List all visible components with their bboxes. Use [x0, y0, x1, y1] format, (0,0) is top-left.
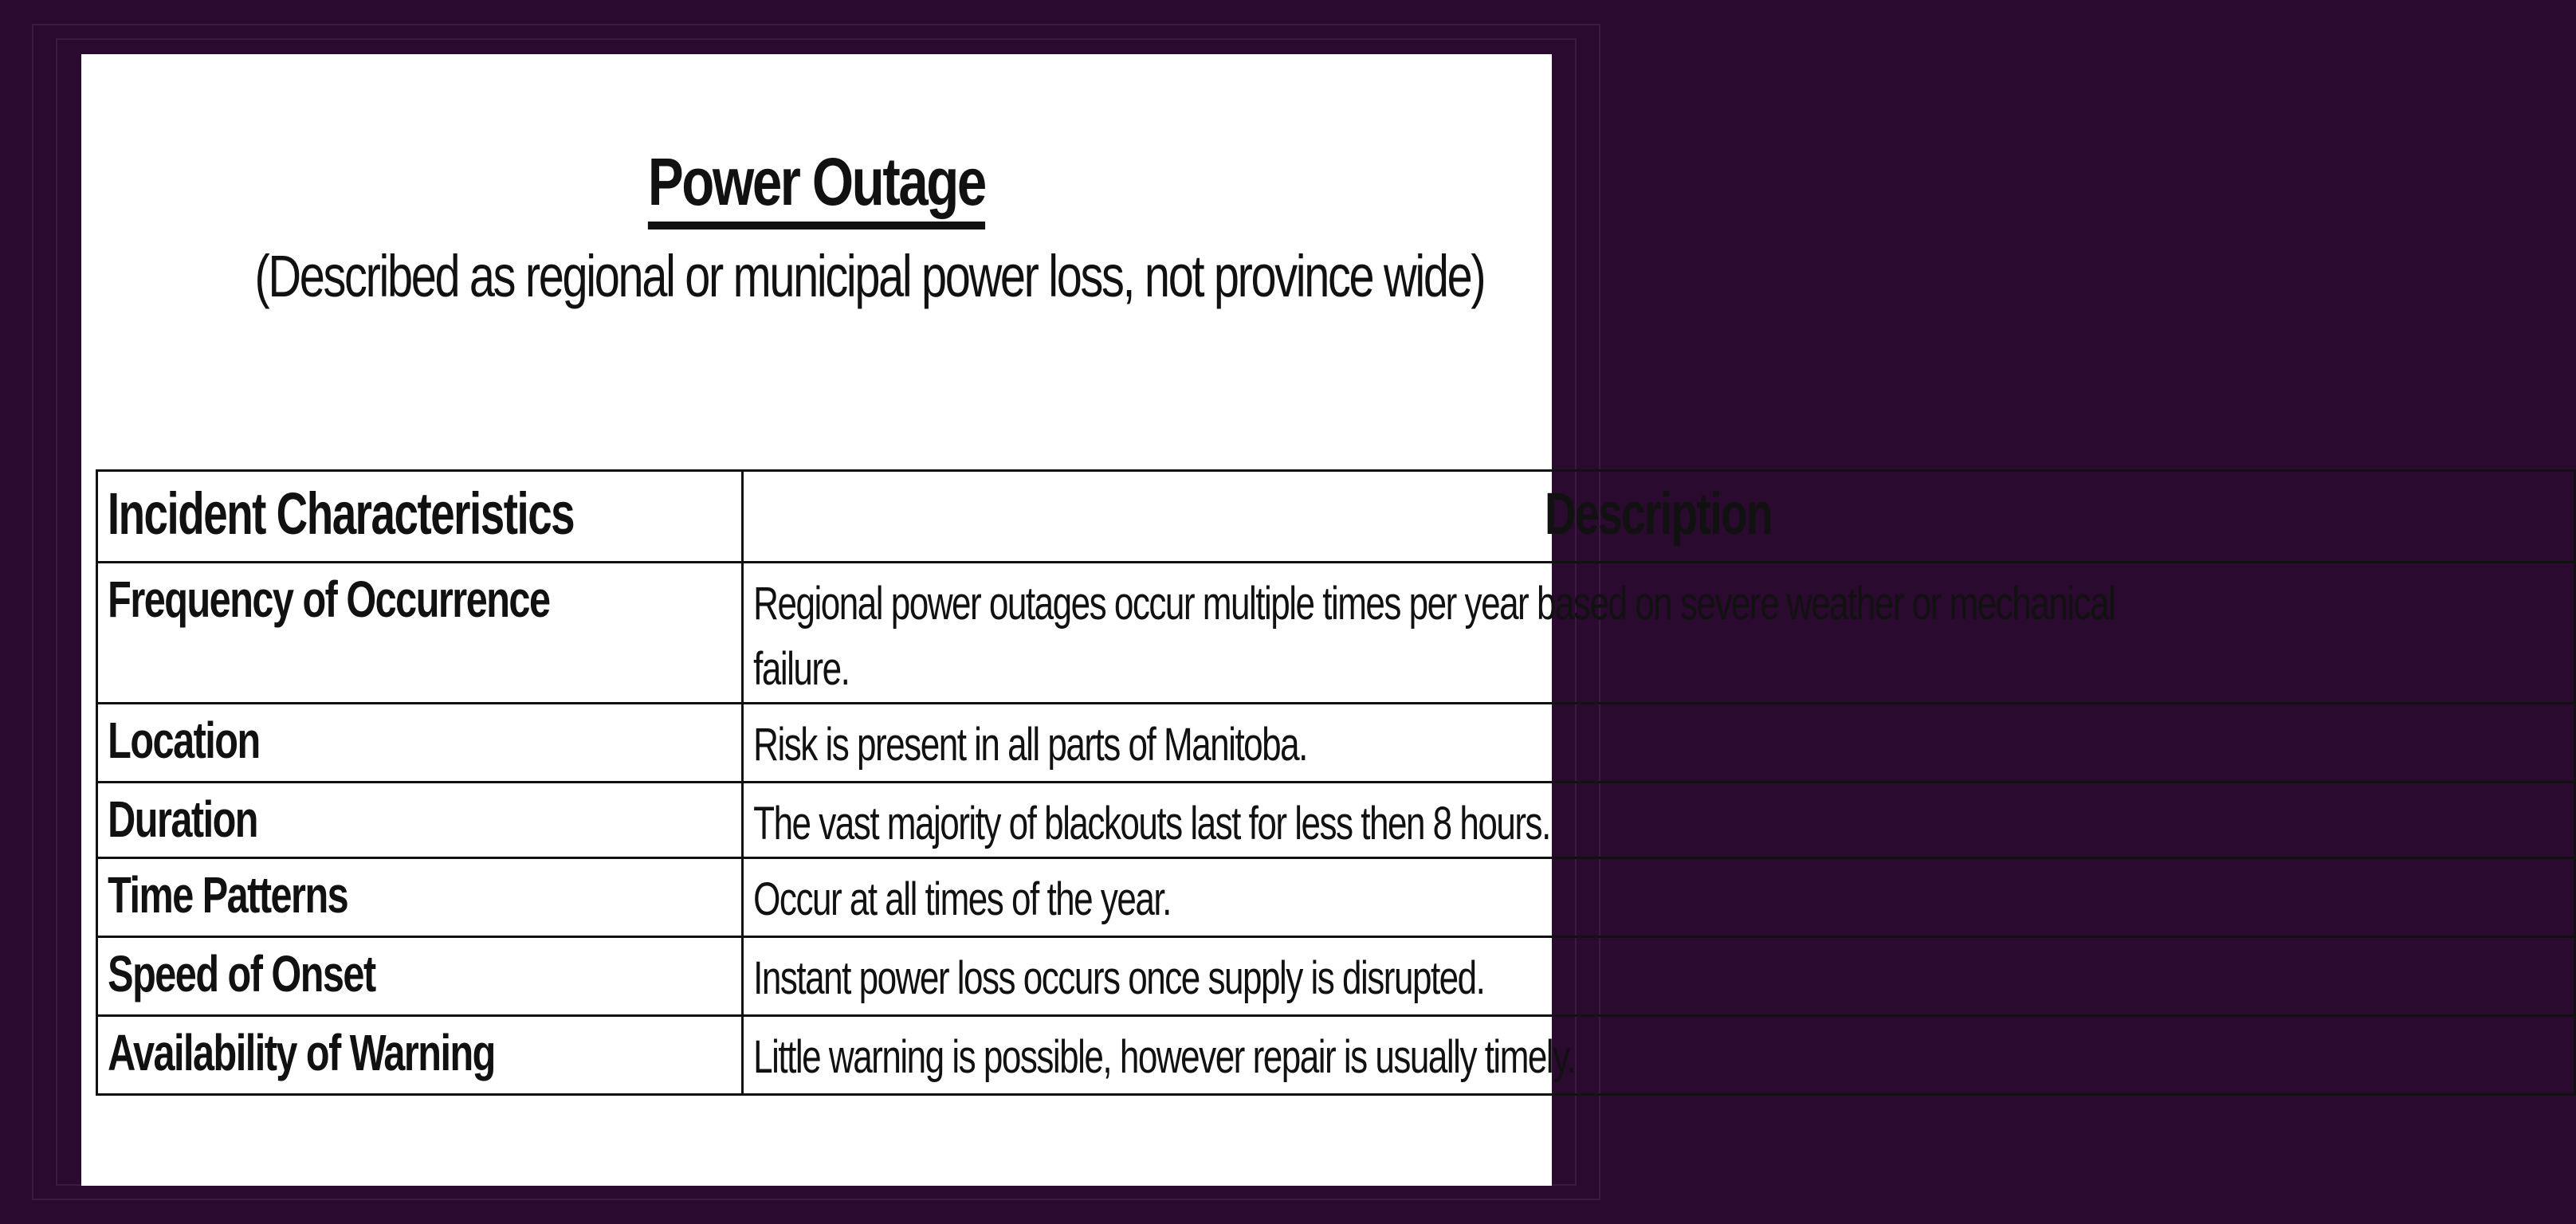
- header-characteristics-label: Incident Characteristics: [107, 481, 575, 547]
- table-row: [97, 937, 2575, 1016]
- characteristic-label: Frequency of Occurrence: [108, 571, 550, 628]
- slide-subtitle: [81, 242, 1552, 310]
- characteristics-table: [96, 469, 2576, 1096]
- header-description: [742, 471, 2574, 563]
- characteristic-cell: [97, 858, 743, 937]
- characteristic-label: Speed of Onset: [108, 945, 375, 1002]
- characteristic-cell: [97, 704, 743, 783]
- characteristic-cell: [97, 783, 743, 858]
- table-row: [97, 704, 2575, 783]
- slide: [81, 54, 2115, 1186]
- characteristic-label: Duration: [108, 790, 257, 848]
- characteristic-label: Location: [108, 712, 260, 769]
- description-cell: [742, 937, 2574, 1016]
- description-text: Occur at all times of the year.: [753, 873, 1171, 925]
- description-text: Little warning is possible, however repair is usually timely.: [753, 1031, 1576, 1083]
- description-cell: [742, 704, 2574, 783]
- description-cell: [742, 858, 2574, 937]
- description-text: Instant power loss occurs once supply is disrupted.: [753, 952, 1485, 1004]
- table-row: [97, 783, 2575, 858]
- header-characteristics: [97, 471, 743, 563]
- table-header-row: [97, 471, 2575, 563]
- table-row: [97, 563, 2575, 704]
- description-text: Regional power outages occur multiple times per year based on severe weather or mechanical failure.: [753, 578, 2115, 695]
- table-row: [97, 1016, 2575, 1095]
- description-cell: [742, 783, 2574, 858]
- characteristic-label: Availability of Warning: [108, 1024, 495, 1081]
- characteristic-cell: [97, 937, 743, 1016]
- table-row: [97, 858, 2575, 937]
- description-text: The vast majority of blackouts last for less then 8 hours.: [753, 798, 1550, 849]
- slide-title: [81, 144, 1552, 230]
- slide-title-text: Power Outage: [648, 148, 985, 230]
- header-description-label: Description: [1545, 481, 1773, 547]
- description-cell: [742, 1016, 2574, 1095]
- characteristic-label: Time Patterns: [108, 866, 348, 924]
- characteristic-cell: [97, 1016, 743, 1095]
- characteristic-cell: [97, 563, 743, 704]
- description-cell: [742, 563, 2574, 704]
- slide-subtitle-text: (Described as regional or municipal power loss, not province wide): [254, 243, 1485, 309]
- description-text: Risk is present in all parts of Manitoba.: [753, 719, 1307, 771]
